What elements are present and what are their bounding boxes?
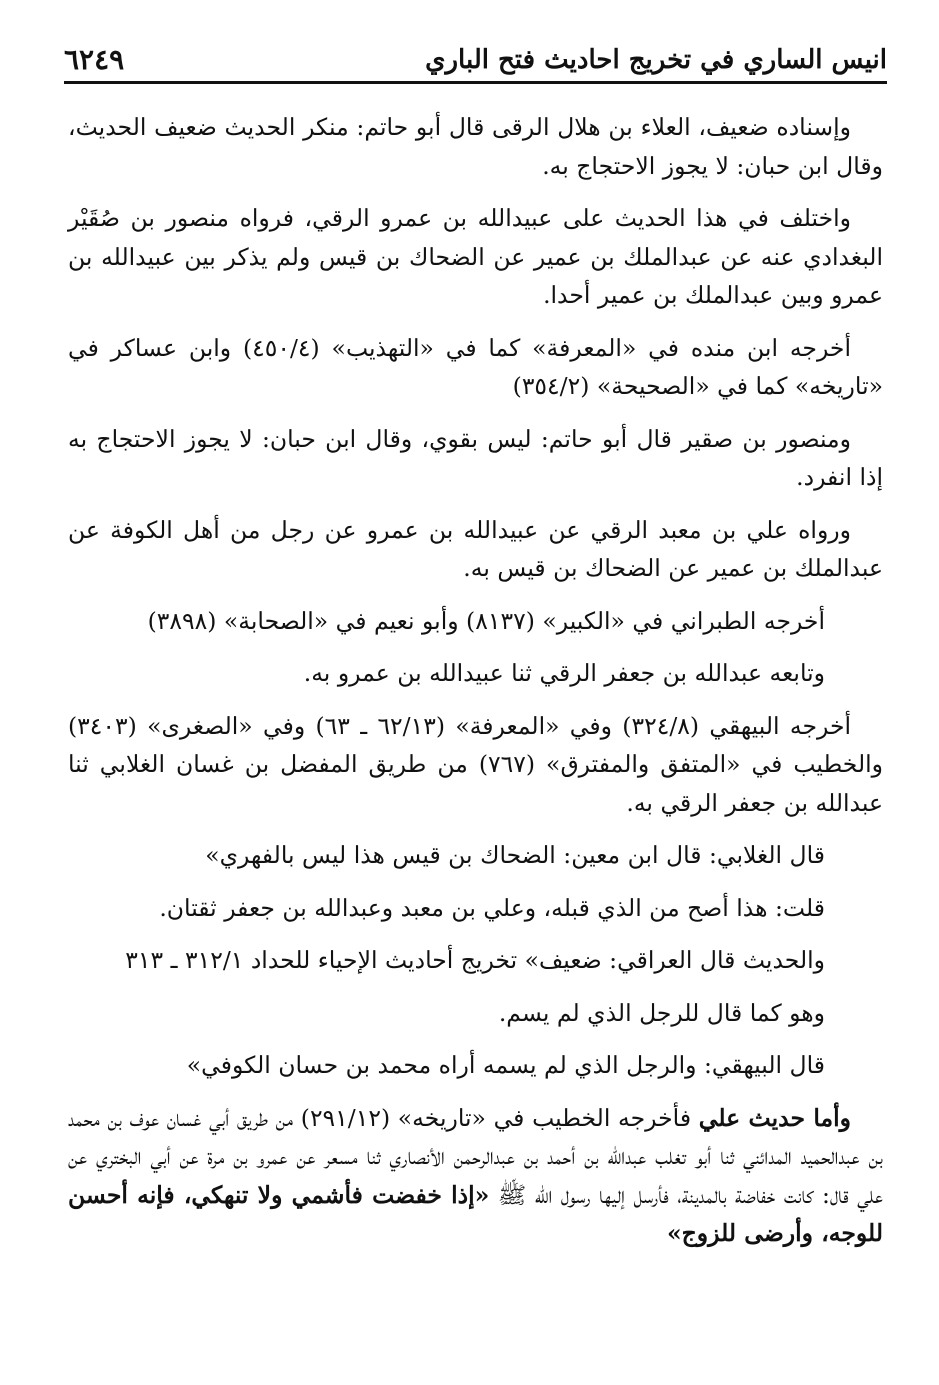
paragraph: أخرجه الطبراني في «الكبير» (٨١٣٧) وأبو نعيم في «الصحابة» (٣٨٩٨)	[147, 606, 825, 635]
paragraph: قال الغلابي: قال ابن معين: الضحاك بن قيس هذا ليس بالفهري»	[205, 841, 825, 869]
paragraph: واختلف في هذا الحديث على عبيدالله بن عمرو الرقي، فرواه منصور بن صُقَيْر البغدادي عنه عن عبدالملك بن عمير عن الضحاك بن قيس ولم يذكر بين عبيدالله بن عمرو وبين عبدالملك بن عمير أحدا.	[68, 204, 883, 309]
book-title: انيس الساري في تخريج احاديث فتح الباري	[425, 45, 887, 75]
bold-lead: وأما حديث علي	[698, 1103, 851, 1132]
page-number: ٦٢٤٩	[64, 43, 125, 76]
paragraph: وهو كما قال للرجل الذي لم يسم.	[498, 998, 825, 1027]
paragraph: ورواه علي بن معبد الرقي عن عبيدالله بن عمرو عن رجل من أهل الكوفة عن عبدالملك بن عمير عن الضحاك بن قيس به.	[68, 515, 883, 582]
paragraph: ومنصور بن صقير قال أبو حاتم: ليس بقوي، وقال ابن حبان: لا يجوز الاحتجاج به إذا انفرد.	[68, 424, 883, 491]
paragraph: قال البيهقي: والرجل الذي لم يسمه أراه محمد بن حسان الكوفي»	[186, 1051, 825, 1079]
paragraph: أخرجه البيهقي (٣٢٤/٨) وفي «المعرفة» (٦٢/١٣ ـ ٦٣) وفي «الصغرى» (٣٤٠٣) والخطيب في «المتفق والمفترق» (٧٦٧) من طريق المفضل بن غسان الغلابي ثنا عبدالله بن جعفر الرقي به.	[68, 711, 883, 817]
paragraph: والحديث قال العراقي: ضعيف» تخريج أحاديث الإحياء للحداد ٣١٢/١ ـ ٣١٣	[125, 946, 825, 974]
paragraph: قلت: هذا أصح من الذي قبله، وعلي بن معبد وعبدالله بن جعفر ثقتان.	[159, 893, 825, 922]
page-header	[64, 40, 887, 84]
paragraph: وإسناده ضعيف، العلاء بن هلال الرقى قال أبو حاتم: منكر الحديث ضعيف الحديث، وقال ابن حبان: لا يجوز الاحتجاج به.	[68, 113, 883, 180]
paragraph-ali-hadith	[68, 1099, 883, 1253]
page-body	[68, 108, 883, 1267]
paragraph-body: فأخرجه الخطيب في «تاريخه» (٢٩١/١٢) من طريق أبي غسان عوف بن محمد بن عبدالحميد المدائني ثنا أبو تغلب عبدالله بن أحمد بن عبدالرحمن الأنصاري ثنا مسعر عن عمرو بن مرة عن أبي البختري عن علي قال: كانت خفاضة بالمدينة، فأرسل إليها رسول الله ﷺ	[68, 1103, 883, 1209]
paragraph: أخرجه ابن منده في «المعرفة» كما في «التهذيب» (٤٥٠/٤) وابن عساكر في «تاريخه» كما في «الصحيحة» (٣٥٤/٢)	[68, 333, 883, 400]
hadith-quote: «إذا خفضت فأشمي ولا تنهكي، فإنه أحسن للوجه، وأرضى للزوج»	[68, 1180, 883, 1247]
paragraph: وتابعه عبدالله بن جعفر الرقي ثنا عبيدالله بن عمرو به.	[303, 659, 825, 687]
